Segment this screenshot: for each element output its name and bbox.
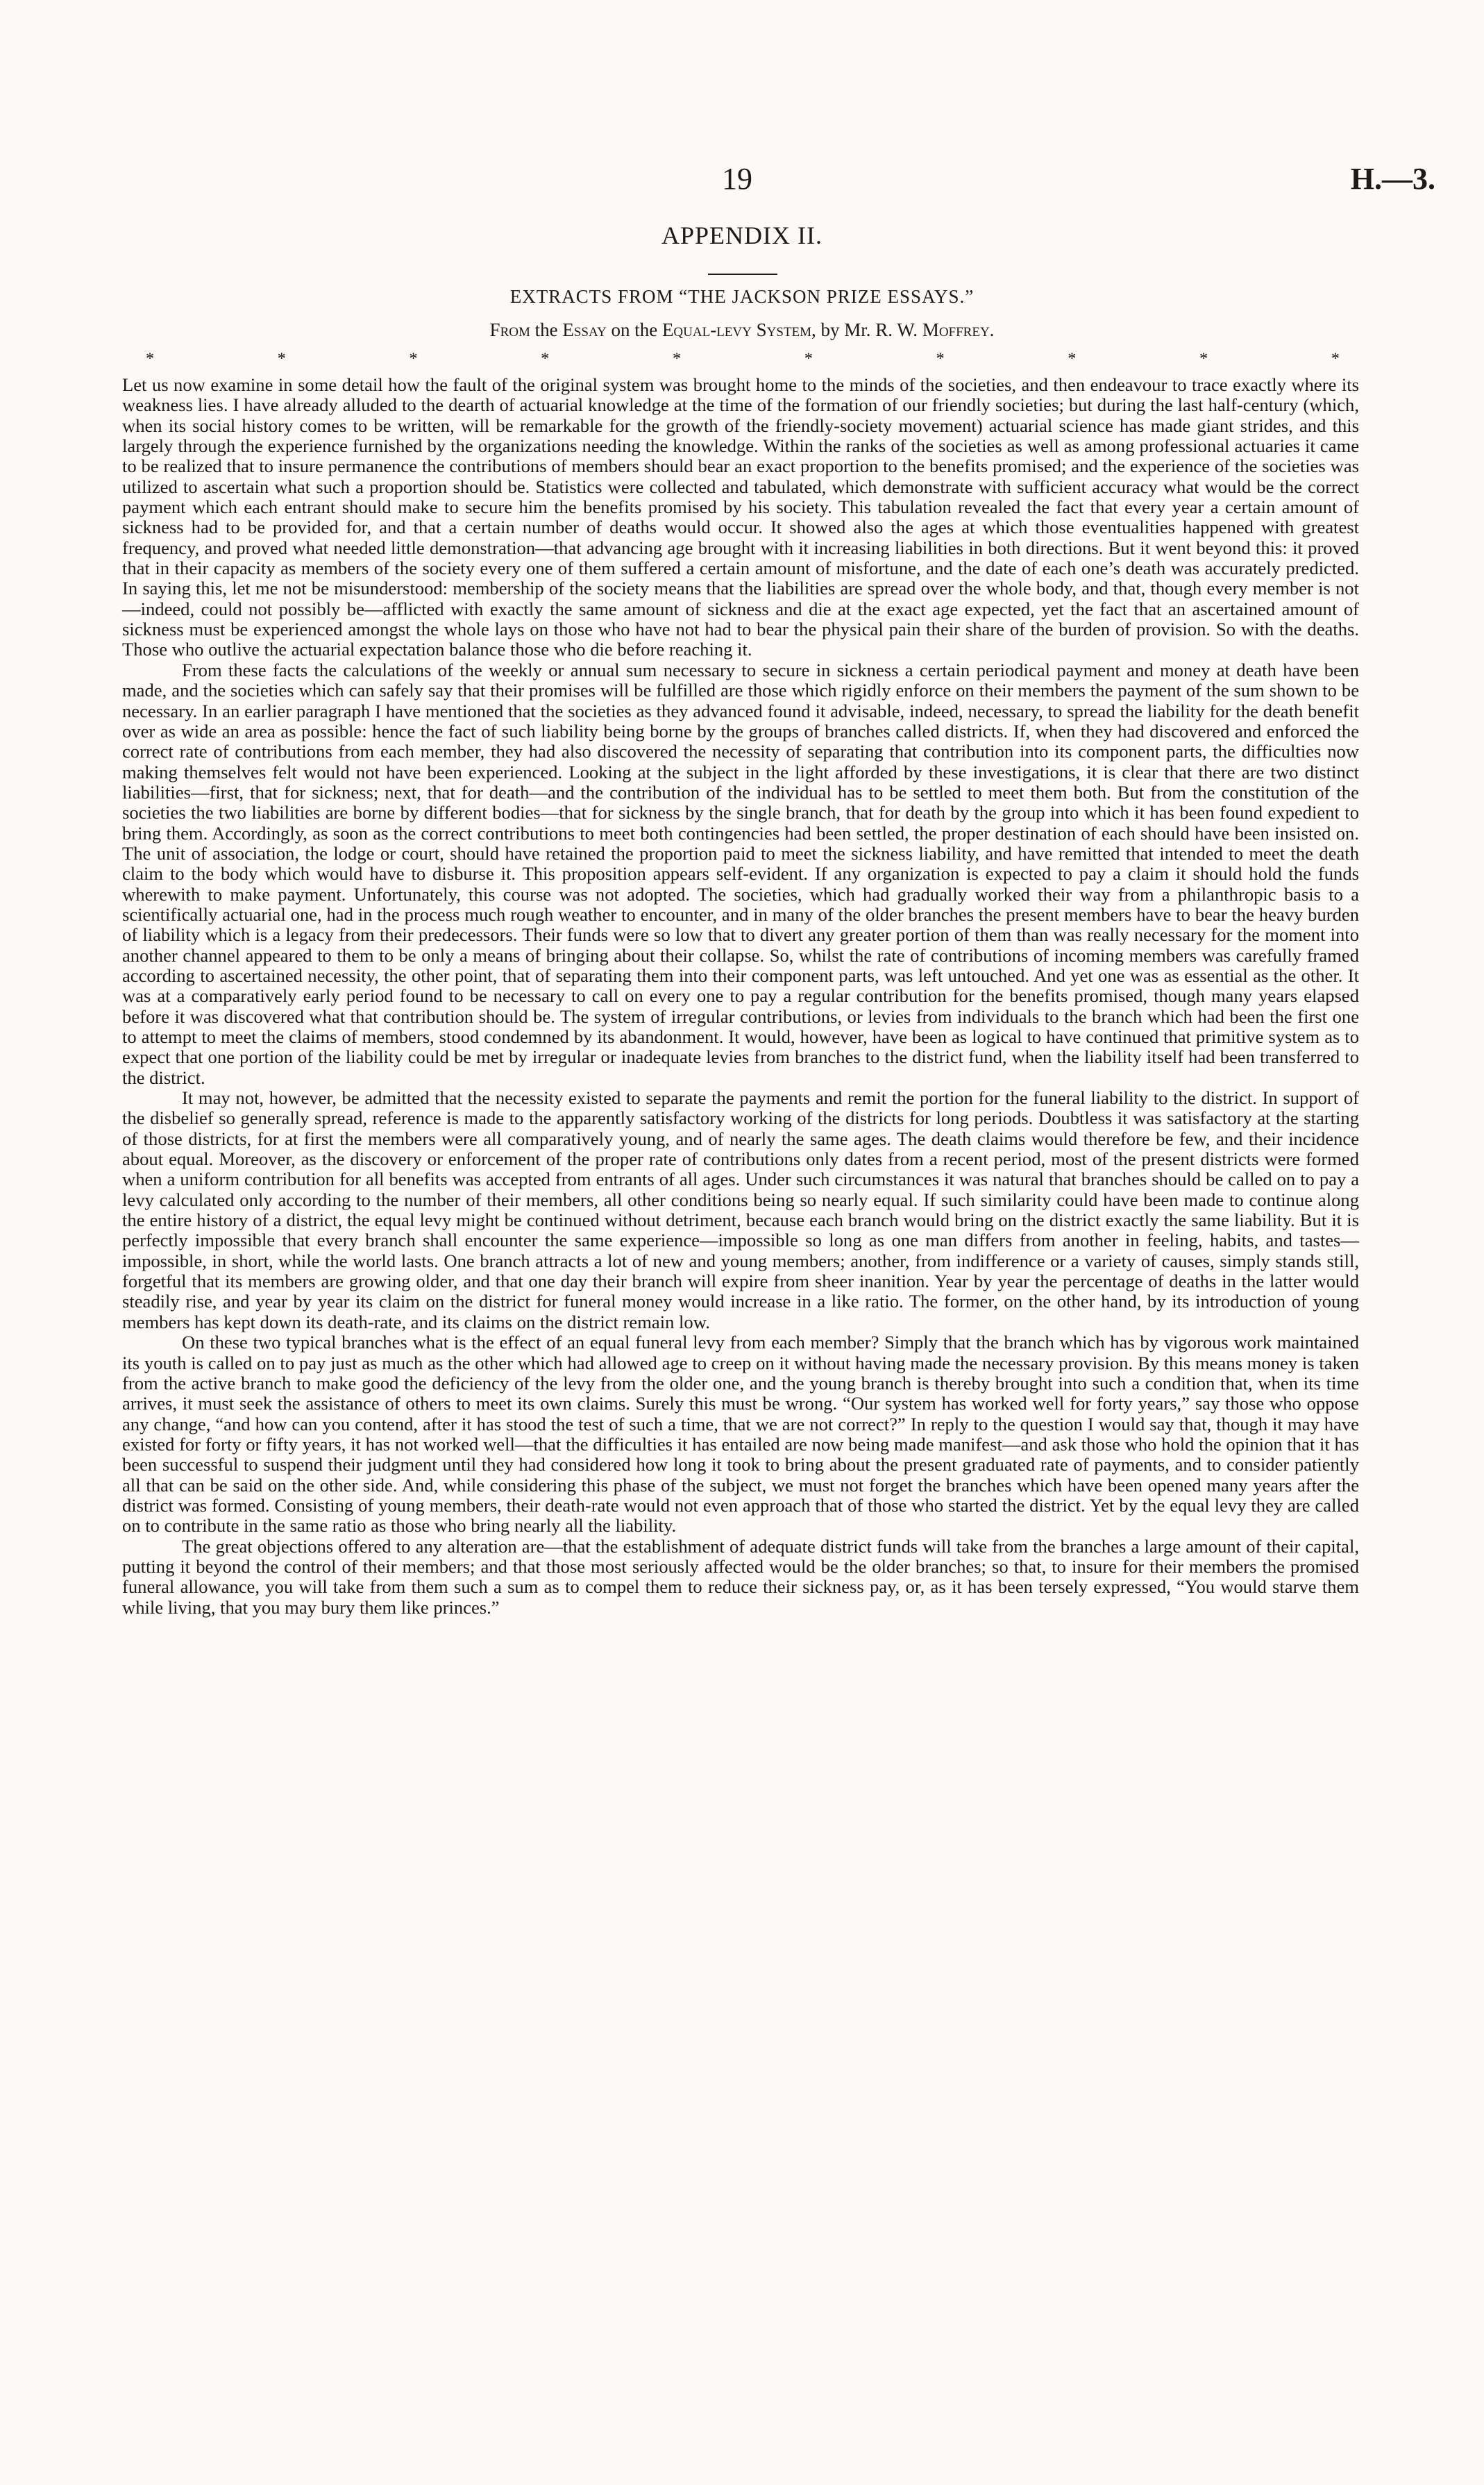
star: * xyxy=(936,350,945,368)
appendix-title: APPENDIX II. xyxy=(661,221,823,249)
extracts-heading: EXTRACTS FROM “THE JACKSON PRIZE ESSAYS.” xyxy=(509,286,975,307)
byline-author: Moffrey. xyxy=(922,319,995,340)
byline-the: the xyxy=(534,319,558,340)
page-number: 19 xyxy=(722,162,752,196)
byline-essay: Essay xyxy=(562,319,607,340)
star: * xyxy=(409,350,418,368)
star: * xyxy=(804,350,813,368)
star: * xyxy=(673,350,682,368)
star: * xyxy=(146,350,154,368)
star: * xyxy=(277,350,286,368)
paragraph: Let us now examine in some detail how the fault of the original system was brought home to the minds of the societies, and then endeavour to trace exactly where its weakness lies. I have already alluded to the dearth of actuarial knowledge at the time of the formation of our friendly societies; but during the last half-century (which, when its social history comes to be written, will be remarkable for the growth of the friendly-society movement) actuarial science has made giant strides, and this largely through the experience furnished by the organizations needing the knowledge. Within the ranks of the societies as well as among professional actuaries it came to be realized that to insure permanence the contributions of members should bear an exact proportion to the benefits promised; and the experience of the societies was utilized to ascertain what such a proportion should be. Statistics were collected and tabulated, which demonstrate with sufficient accuracy what would be the correct payment which each entrant should make to secure him the benefits promised by his society. This tabulation revealed the fact that every year a certain amount of sickness had to be provided for, and that a certain number of deaths would occur. It showed also the ages at which those eventualities happened with greatest frequency, and proved what needed little demonstration—that advancing age brought with it increasing liabilities in both directions. But it went beyond this: it proved that in their capacity as members of the society every one of them suffered a certain amount of misfortune, and the date of each one’s death was accurately predicted. In saying this, let me not be misunderstood: membership of the society means that the liabilities are spread over the whole body, and that, though every member is not—indeed, could not possibly be—afflicted with exactly the same amount of sickness and die at the exact age expected, yet the fact that an ascertained amount of sickness must be experienced amongst the whole lays on those who have not had to bear the physical pain their share of the burden of provision. So with the deaths. Those who outlive the actuarial expectation balance those who die before reaching it. xyxy=(122,374,1359,660)
byline-by: by Mr. R. W. xyxy=(820,319,918,340)
byline-from: From xyxy=(489,319,530,340)
star: * xyxy=(541,350,550,368)
star: * xyxy=(1331,350,1340,368)
document-reference: H.—3. xyxy=(1350,162,1435,196)
paragraph: On these two typical branches what is the effect of an equal funeral levy from each member? Simply that the branch which has by vigorous work maintained its youth is called on to pay just as much as the other which had allowed age to creep on it without having made the necessary provision. By this means money is taken from the active branch to make good the deficiency of the levy from the older one, and the young branch is thereby brought into such a condition that, when its time arrives, it must seek the assistance of others to meet its own claims. Surely this must be wrong. “Our system has worked well for forty years,” say those who oppose any change, “and how can you contend, after it has stood the test of such a time, that we are not correct?” In reply to the question I would say that, though it may have existed for forty or fifty years, it has not worked well—that the difficulties it has entailed are now being made manifest—and ask those who hold the opinion that it has been successful to suspend their judgment until they had considered how long it took to bring about the present graduated rate of payments, and to consider patiently all that can be said on the other side. And, while considering this phase of the subject, we must not forget the branches which have been opened many years after the district was formed. Consisting of young members, their death-rate would not even approach that of those who started the district. Yet by the equal levy they are called on to contribute in the same ratio as those who bring nearly all the liability. xyxy=(122,1332,1359,1537)
byline-on-the: on the xyxy=(611,319,658,340)
byline-system: Equal-levy System, xyxy=(661,319,816,340)
paragraph: It may not, however, be admitted that the necessity existed to separate the payments and remit the portion for the funeral liability to the district. In support of the disbelief so generally spread, reference is made to the apparently satisfactory working of the districts for long periods. Doubtless it was satisfactory at the starting of those districts, for at first the members were all comparatively young, and of nearly the same ages. The death claims would therefore be few, and their incidence about equal. Moreover, as the discovery or enforcement of the proper rate of contributions only dates from a recent period, most of the present districts were formed when a uniform contribution for all benefits was accepted from entrants of all ages. Under such circumstances it was natural that branches should be called on to pay a levy calculated only according to the number of their members, all other conditions being so nearly equal. If such similarity could have been made to continue along the entire history of a district, the equal levy might be continued without detriment, because each branch would bring on the district exactly the same liability. But it is perfectly impossible that every branch shall encounter the same experience—impossible so long as one man differs from another in feeling, habits, and tastes—impossible, in short, while the world lasts. One branch attracts a lot of new and young members; another, from indifference or a variety of causes, simply stands still, forgetful that its members are growing older, and that one day their branch will expire from sheer inanition. Year by year the percentage of deaths in the latter would steadily rise, and year by year its claim on the district for funeral money would increase in a like ratio. The former, on the other hand, by its introduction of young members has kept down its death-rate, and its claims on the district remain low. xyxy=(122,1087,1359,1332)
star: * xyxy=(1068,350,1077,368)
star: * xyxy=(1199,350,1208,368)
separator-stars xyxy=(146,350,1340,369)
essay-body xyxy=(122,375,1359,2291)
paragraph: From these facts the calculations of the weekly or annual sum necessary to secure in sickness a certain periodical payment and money at death have been made, and the societies which can safely say that their promises will be fulfilled are those which rigidly enforce on their members the payment of the sum shown to be necessary. In an earlier paragraph I have mentioned that the societies as they advanced found it advisable, indeed, necessary, to spread the liability for the death benefit over as wide an area as possible: hence the fact of such liability being borne by the groups of branches called districts. If, when they had discovered and enforced the correct rate of contributions from each member, they had also discovered the necessity of separating that contribution into its component parts, the difficulties now making themselves felt would not have been experienced. Looking at the subject in the light afforded by these investigations, it is clear that there are two distinct liabilities—first, that for sickness; next, that for death—and the contribution of the individual has to be settled to meet them both. But from the constitution of the societies the two liabilities are borne by different bodies—that for sickness by the single branch, that for death by the group into which it has been found expedient to bring them. Accordingly, as soon as the correct contributions to meet both contingencies had been settled, the proper destination of each should have been insisted on. The unit of association, the lodge or court, should have retained the proportion paid to meet the sickness liability, and have remitted that intended to meet the death claim to the body which would have to disburse it. This proposition appears self-evident. If any organization is expected to pay a claim it should hold the funds wherewith to make payment. Unfortunately, this course was not adopted. The societies, which had gradually worked their way from a philanthropic basis to a scientifically actuarial one, had in the process much rough weather to encounter, and in many of the older branches the present members have to bear the heavy burden of liability which is a legacy from their predecessors. Their funds were so low that to divert any greater portion of them than was really necessary for the moment into another channel appeared to them to be only a means of bringing about their collapse. So, whilst the rate of contributions of incoming members was carefully framed according to ascertained necessity, the other point, that of separating them into their component parts, was left untouched. And yet one was as essential as the other. It was at a comparatively early period found to be necessary to call on every one to pay a regular contribution for the benefits promised, though many years elapsed before it was discovered what that contribution should be. The system of irregular contributions, or levies from individuals to the branch which had been the first one to attempt to meet the claims of members, stood condemned by its abandonment. It would, however, have been as logical to have continued that primitive system as to expect that one portion of the liability could be met by irregular or inadequate levies from branches to the district fund, when the liability itself had been transferred to the district. xyxy=(122,659,1359,1088)
essay-byline xyxy=(0,319,1484,341)
paragraph: The great objections offered to any alteration are—that the establishment of adequate district funds will take from the branches a large amount of their capital, putting it beyond the control of their members; and that those most seriously affected would be the older branches; so that, to insure for their members the promised funeral allowance, you will take from them such a sum as to compel them to reduce their sickness pay, or, as it has been tersely expressed, “You would starve them while living, that you may bury them like princes.” xyxy=(122,1535,1359,1618)
title-rule xyxy=(708,274,777,275)
